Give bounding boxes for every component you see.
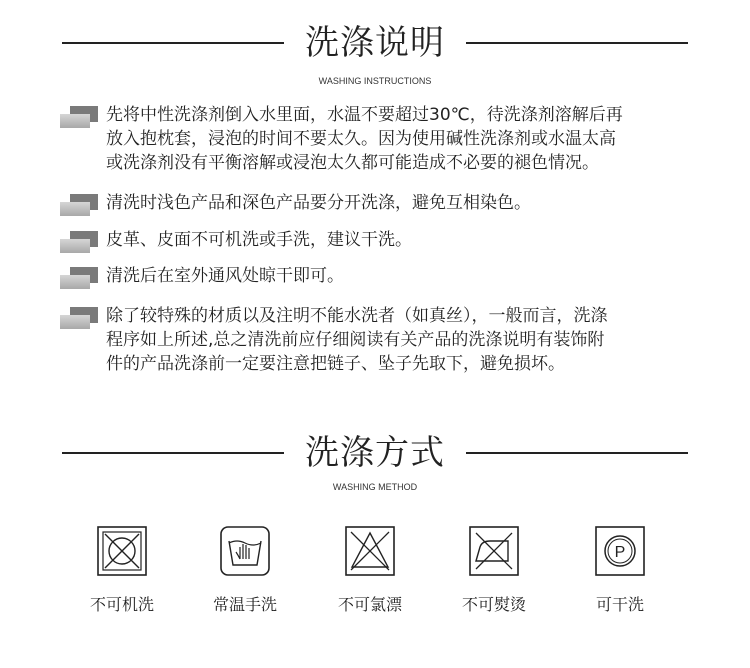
no-bleach-icon [344,525,396,577]
hand-wash-icon [219,525,271,577]
instruction-line: 先将中性洗涤剂倒入水里面，水温不要超过30℃，待洗涤剂溶解后再 [106,105,623,125]
bullet-icon [60,194,98,216]
header-rule-right [466,452,688,454]
instructions-subtitle: WASHING INSTRUCTIONS [318,76,432,86]
care-symbol [439,525,549,615]
instruction-line: 除了较特殊的材质以及注明不能水洗者（如真丝），一般而言，洗涤 [106,306,608,326]
bullet-icon [60,307,98,329]
instruction-line: 皮革、皮面不可机洗或手洗，建议干洗。 [106,230,412,250]
svg-text:P: P [614,544,626,561]
instructions-title: 洗涤说明 [305,23,445,63]
no-machine-wash-icon [96,525,148,577]
bullet-icon [60,106,98,128]
method-title: 洗涤方式 [305,433,445,473]
bullet-icon [60,231,98,253]
instruction-text [106,191,700,215]
care-symbol-label: 不可熨烫 [461,595,526,614]
header-rule-right [466,42,688,44]
instruction-line: 件的产品洗涤前一定要注意把链子、坠子先取下，避免损坏。 [106,354,565,374]
care-symbol-label: 常温手洗 [212,595,277,614]
care-symbol [67,525,177,615]
dry-clean-icon [594,525,646,577]
care-symbol [565,525,675,615]
instruction-text [106,228,700,252]
instruction-line: 或洗涤剂没有平衡溶解或浸泡太久都可能造成不必要的褪色情况。 [106,153,599,173]
instruction-text [106,264,700,288]
instruction-line: 清洗时浅色产品和深色产品要分开洗涤，避免互相染色。 [106,193,531,213]
no-iron-icon [468,525,520,577]
care-symbol-label: 可干洗 [595,595,644,614]
care-symbol-label: 不可机洗 [89,595,154,614]
care-symbol [315,525,425,615]
instruction-line: 放入抱枕套，浸泡的时间不要太久。因为使用碱性洗涤剂或水温太高 [106,129,616,149]
bullet-icon [60,267,98,289]
instruction-text [106,304,700,376]
instruction-line: 程序如上所述,总之清洗前应仔细阅读有关产品的洗涤说明有装饰附 [106,330,605,350]
method-subtitle: WASHING METHOD [332,482,418,492]
care-symbol [190,525,300,615]
care-symbol-label: 不可氯漂 [337,595,402,614]
instruction-text [106,103,700,175]
care-symbols [0,525,750,625]
instruction-line: 清洗后在室外通风处晾干即可。 [106,266,344,286]
